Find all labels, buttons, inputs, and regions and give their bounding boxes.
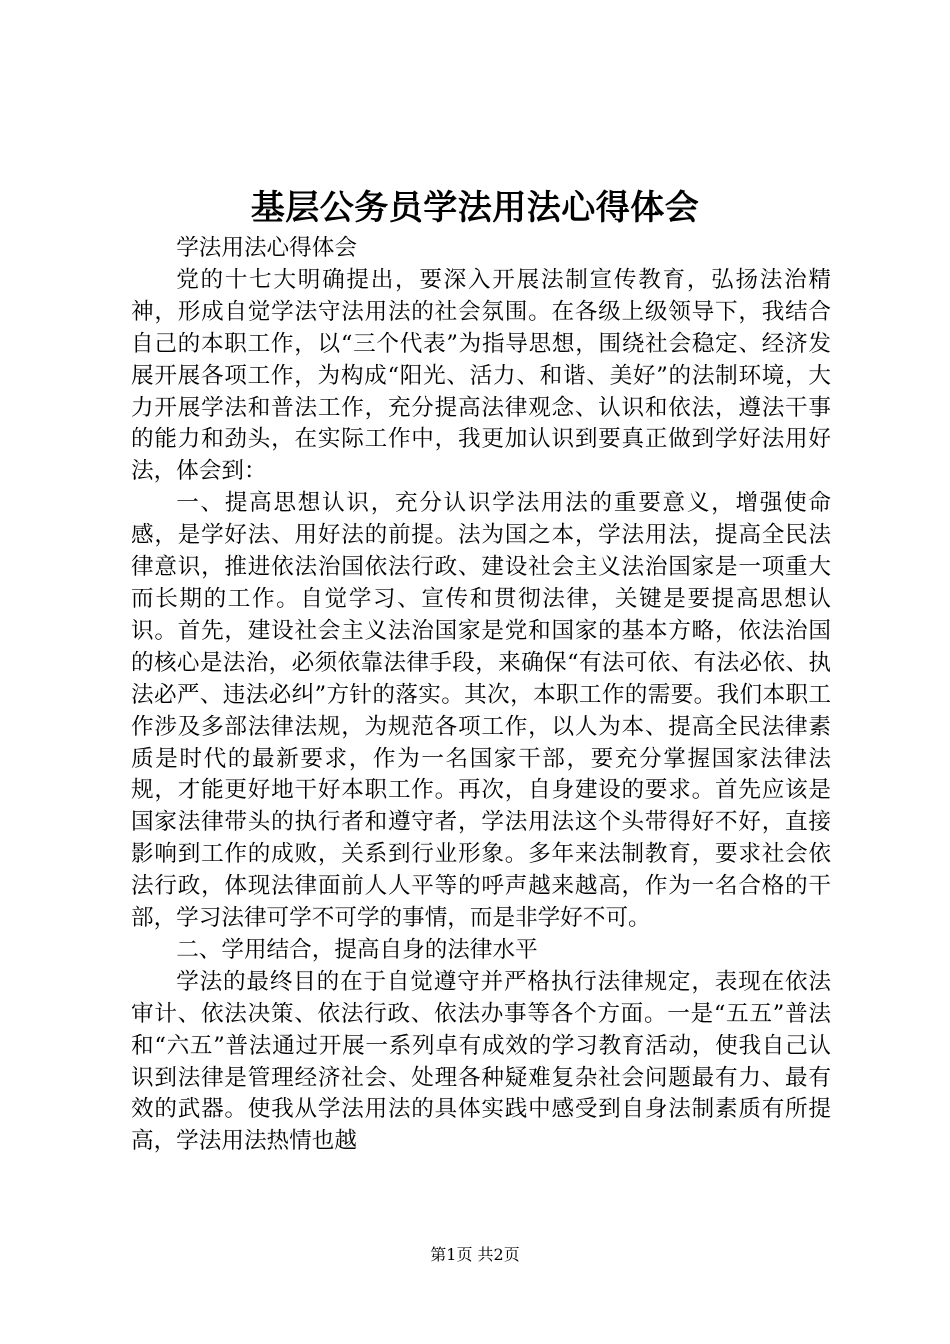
page-number-footer: 第1页 共2页 [430, 1245, 520, 1264]
paragraph-section-one: 一、提高思想认识，充分认识学法用法的重要意义，增强使命感，是学好法、用好法的前提。法为国之本，学法用法，提高全民法律意识，推进依法治国依法行政、建设社会主义法治国家是一项重大而长期的工作。自觉学习、宣传和贯彻法律，关键是要提高思想认识。首先，建设社会主义法治国家是党和国家的基本方略，依法治国的核心是法治，必须依靠法律手段，来确保“有法可依、有法必依、执法必严、违法必纠”方针的落实。其次，本职工作的需要。我们本职工作涉及多部法律法规，为规范各项工作，以人为本、提高全民法律素质是时代的最新要求，作为一名国家干部，要充分掌握国家法律法规，才能更好地干好本职工作。再次，自身建设的要求。首先应该是国家法律带头的执行者和遵守者，学法用法这个头带得好不好，直接影响到工作的成败，关系到行业形象。多年来法制教育，要求社会依法行政，体现法律面前人人平等的呼声越来越高，作为一名合格的干部，学习法律可学不可学的事情，而是非学好不可。 [131, 490, 831, 932]
document-title: 基层公务员学法用法心得体会 [250, 188, 700, 228]
paragraph-section-two-heading: 二、学用结合，提高自身的法律水平 [176, 936, 538, 963]
paragraph-section-two-body: 学法的最终目的在于自觉遵守并严格执行法律规定，表现在依法审计、依法决策、依法行政、依法办事等各个方面。一是“五五”普法和“六五”普法通过开展一系列卓有成效的学习教育活动，使我自己认识到法律是管理经济社会、处理各种疑难复杂社会问题最有力、最有效的武器。使我从学法用法的具体实践中感受到自身法制素质有所提高，学法用法热情也越 [131, 968, 831, 1155]
document-body [131, 233, 831, 1158]
paragraph-intro: 党的十七大明确提出，要深入开展法制宣传教育，弘扬法治精神，形成自觉学法守法用法的社会氛围。在各级上级领导下，我结合自己的本职工作，以“三个代表”为指导思想，围绕社会稳定、经济发展开展各项工作，为构成“阳光、活力、和谐、美好”的法制环境，大力开展学法和普法工作，充分提高法律观念、认识和依法，遵法干事的能力和劲头，在实际工作中，我更加认识到要真正做到学好法用好法，体会到： [131, 266, 831, 485]
paragraph-subtitle: 学法用法心得体会 [176, 235, 357, 261]
